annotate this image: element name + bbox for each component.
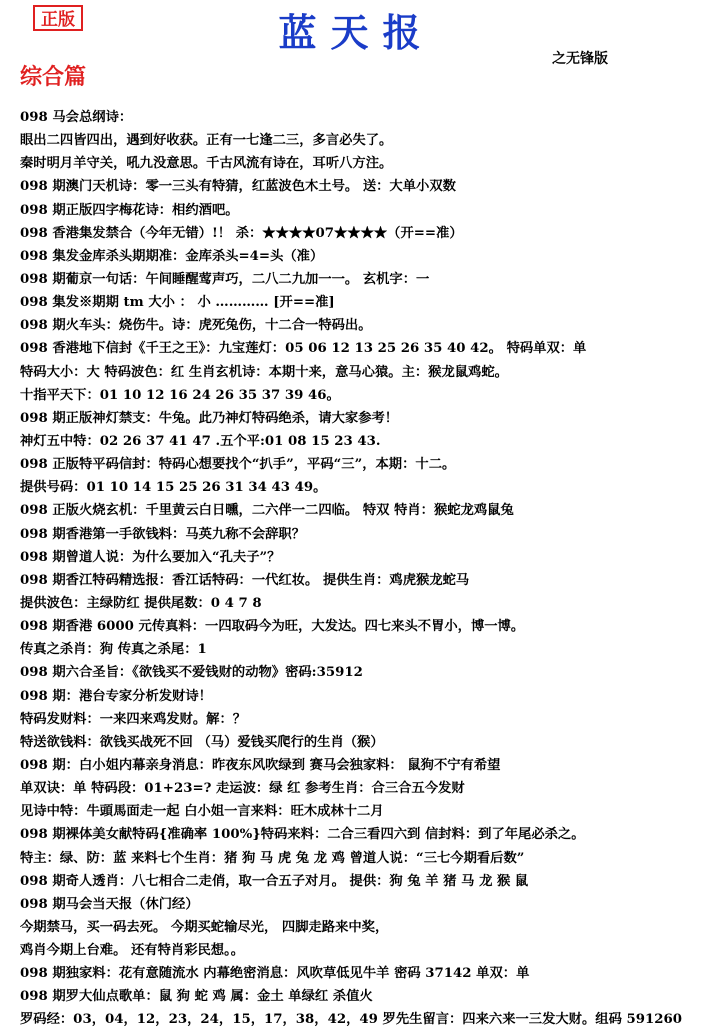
text-line: 098 期裸体美女献特码{准确率 100%}特码来料：二合三看四六到 信封料：到了年尾必杀之。 [20, 827, 585, 843]
text-line: 见诗中特：牛頭馬面走一起 白小姐一言来料：旺木成林十二月 [20, 804, 384, 820]
text-line: 098 正版火烧玄机：千里黄云白日曛，二六伴一二四临。 特双 特肖：猴蛇龙鸡鼠兔 [20, 503, 514, 519]
text-line: 098 期澳门天机诗：零一三头有特猜，红蓝波色木土号。 送：大单小双数 [20, 179, 456, 195]
text-line: 098 期香江特码精选报：香江话特码：一代红妆。 提供生肖：鸡虎猴龙蛇马 [20, 572, 470, 588]
text-line: 眼出二四皆四出，遇到好收获。正有一七逢二三，多言必失了。 [20, 133, 393, 149]
text-line: 098 期：白小姐内幕亲身消息：昨夜东风吹绿到 赛马会独家料： 鼠狗不宁有希望 [20, 757, 501, 773]
text-line: 传真之杀肖：狗 传真之杀尾：1 [20, 642, 207, 658]
text-line: 098 期独家料：花有意随流水 内幕绝密消息：风吹草低见牛羊 密码 37142 单双：单 [20, 966, 530, 982]
authentic-badge: 正版 [33, 5, 83, 31]
text-line: 098 正版特平码信封：特码心想要找个“扒手”，平码“三”，本期：十二。 [20, 457, 456, 473]
text-line: 098 集发金库杀头期期准：金库杀头=4=头（准） [20, 248, 324, 264]
text-line: 单双诀：单 特码段：01+23=? 走运波：绿 红 参考生肖：合三合五今发财 [20, 781, 465, 797]
text-line: 十指平天下：01 10 12 16 24 26 35 37 39 46。 [20, 387, 340, 403]
text-line: 鸡肖今期上台难。 还有特肖彩民想。。 [20, 943, 245, 959]
text-line: 098 香港地下信封《千王之王》：九宝莲灯：05 06 12 13 25 26 35 40 42。 特码单双：单 [20, 341, 587, 357]
text-line: 098 期香港第一手欲钱料：马英九称不会辞职？ [20, 526, 306, 542]
text-line: 098 期葡京一句话：午间睡醒莺声巧，二八二九加一一。 玄机字：一 [20, 271, 430, 287]
text-line: 罗码经：03，04，12，23，24，15，17，38，42，49 罗先生留言：四来六来一三发大财。组码 591260 [20, 1012, 683, 1028]
text-line: 提供波色：主绿防红 提供尾数：0 4 7 8 [20, 595, 262, 611]
text-line: 今期禁马，买一码去死。 今期买蛇输尽光， 四脚走路来中奖， [20, 919, 389, 935]
edition-label: 之无锋版 [552, 51, 608, 67]
text-line: 神灯五中特：02 26 37 41 47 .五个平:01 08 15 23 43. [20, 433, 381, 449]
text-line: 098 期火车头：烧伤牛。诗：虎死兔伤，十二合一特码出。 [20, 318, 372, 334]
text-line: 特码大小：大 特码波色：红 生肖玄机诗：本期十来，意马心猿。主：猴龙鼠鸡蛇。 [20, 364, 508, 380]
text-line: 秦时明月羊守关，吼九没意思。千古风流有诗在，耳听八方注。 [20, 156, 393, 172]
text-line: 098 期马会当天报（休门经） [20, 896, 199, 912]
text-line: 特主：绿、防：蓝 来料七个生肖：猪 狗 马 虎 兔 龙 鸡 曾道人说：“三七今期看后数” [20, 850, 525, 866]
text-line: 098 香港集发禁合（今年无错）!！ 杀：★★★★07★★★★（开==准） [20, 225, 463, 241]
text-line: 098 期曾道人说：为什么要加入“孔夫子”？ [20, 549, 281, 565]
text-line: 098 期香港 6000 元传真料：一四取码今为旺，大发达。四七来头不胃小，博一博。 [20, 619, 525, 635]
text-line: 098 期六合圣旨：《欲钱买不爱钱财的动物》密码:35912 [20, 665, 363, 681]
section-heading: 综合篇 [20, 64, 87, 90]
text-line: 098 马会总纲诗： [20, 110, 133, 125]
text-line: 提供号码：01 10 14 15 25 26 31 34 43 49。 [20, 480, 327, 496]
text-line: 特送欲钱料：欲钱买战死不回 （马）爱钱买爬行的生肖（猴） [20, 734, 384, 750]
text-line: 098 期罗大仙点歌单：鼠 狗 蛇 鸡 属：金土 单绿红 杀值火 [20, 989, 373, 1005]
text-line: 098 期正版神灯禁支：牛兔。此乃神灯特码绝杀，请大家参考！ [20, 410, 399, 426]
text-line: 098 期：港台专家分析发财诗！ [20, 688, 212, 704]
text-line: 098 期奇人透肖：八七相合二走俏，取一合五子对月。 提供：狗 兔 羊 猪 马 龙 猴 鼠 [20, 873, 529, 889]
text-line: 098 期正版四字梅花诗：相约酒吧。 [20, 202, 239, 218]
text-line: 098 集发※期期 tm 大小 ： 小 ………… [开==准] [20, 295, 335, 311]
page-title: 蓝天报 [278, 10, 435, 55]
text-line: 特码发财料：一来四来鸡发财。解：？ [20, 711, 247, 727]
content-body [20, 106, 710, 1032]
